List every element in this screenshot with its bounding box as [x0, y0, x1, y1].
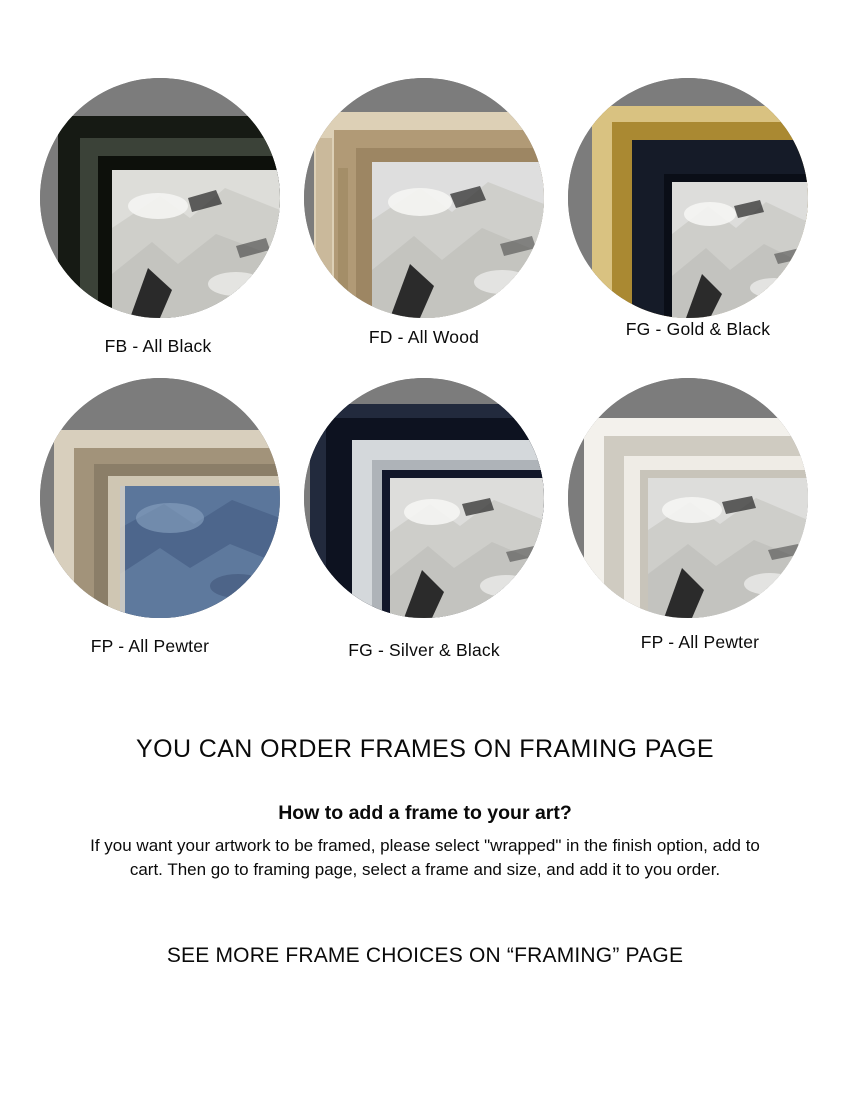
frame-option-label: FD - All Wood: [368, 327, 480, 347]
frame-option-fd-all-wood[interactable]: [292, 78, 556, 378]
frame-swatch-image: [304, 378, 544, 618]
frame-option-fb-all-black[interactable]: [28, 78, 292, 378]
see-more-frames-footline: SEE MORE FRAME CHOICES ON “FRAMING” PAGE: [166, 944, 684, 968]
frame-corner-illustration: [40, 378, 280, 618]
frame-swatch-image: [40, 78, 280, 318]
how-to-add-frame-subhead: How to add a frame to your art?: [278, 802, 572, 824]
frame-option-label: FG - Silver & Black: [348, 640, 500, 660]
frame-option-label: FP - All Pewter: [90, 636, 210, 656]
frame-corner-illustration: [304, 378, 544, 618]
how-to-add-frame-paragraph: If you want your artwork to be framed, please select "wrapped" in the finish option, add to cart. Then go to framing page, select a frame and size, and add it to you order.: [90, 836, 760, 880]
frame-corner-illustration: [568, 378, 808, 618]
frame-option-label: FG - Gold & Black: [625, 319, 771, 339]
frame-swatch-image: [304, 78, 544, 318]
frame-swatch-grid: [28, 78, 822, 678]
frame-option-fg-silver-black[interactable]: [292, 378, 556, 678]
frame-option-fp-all-pewter-1[interactable]: [28, 378, 292, 678]
frame-swatch-image: [568, 78, 808, 318]
frame-swatch-image: [40, 378, 280, 618]
frame-corner-illustration: [40, 78, 280, 318]
frame-option-fg-gold-black[interactable]: [556, 78, 820, 378]
frame-option-fp-all-pewter-2[interactable]: [556, 378, 820, 678]
frame-corner-illustration: [304, 78, 544, 318]
framing-info-block: [0, 735, 850, 968]
frame-option-label: FB - All Black: [104, 336, 212, 356]
order-frames-headline: YOU CAN ORDER FRAMES ON FRAMING PAGE: [136, 735, 714, 763]
frame-option-label: FP - All Pewter: [640, 632, 760, 652]
frame-corner-illustration: [568, 78, 808, 318]
frame-swatch-image: [568, 378, 808, 618]
